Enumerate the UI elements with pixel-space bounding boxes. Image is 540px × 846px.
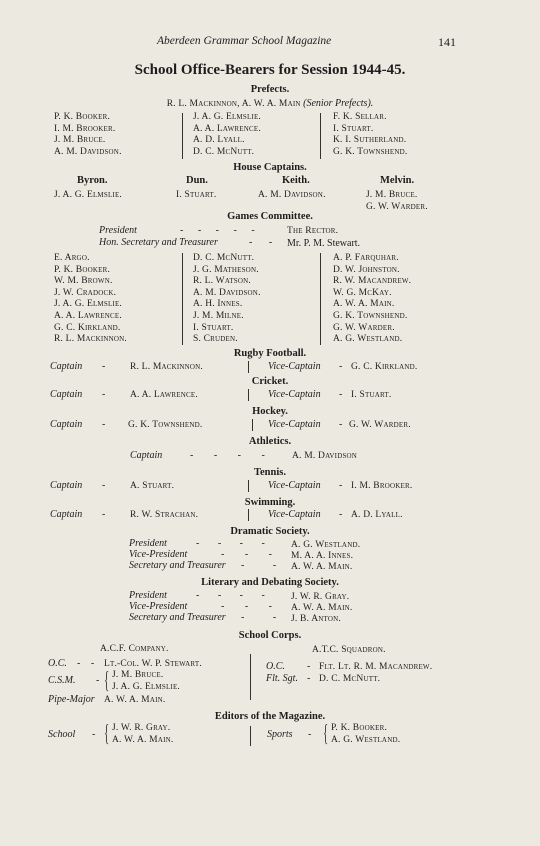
vice-captain-label: Vice-Captain: [268, 361, 321, 372]
dash-leader: - - - -: [190, 450, 274, 461]
acf-pipe-major-value: A. W. A. Main.: [104, 695, 166, 705]
column-divider: [320, 113, 321, 159]
atc-oc-label: O.C.: [266, 661, 285, 672]
rugby-captain: R. L. Mackinnon.: [130, 362, 203, 372]
captain-label: Captain: [50, 389, 83, 400]
dun-captain: I. Stuart.: [176, 190, 217, 200]
list-item: F. K. Sellar.: [333, 112, 387, 122]
page-title: School Office-Bearers for Session 1944-45.: [134, 62, 406, 78]
list-item: A. A. Lawrence.: [193, 123, 261, 134]
list-item: S. Cruden.: [193, 334, 238, 345]
list-item: D. C. McNutt.: [193, 146, 255, 157]
captain-label: Captain: [50, 480, 83, 491]
dramatic-heading: Dramatic Society.: [230, 526, 310, 537]
list-item: P. K. Booker.: [54, 264, 111, 275]
senior-prefects-label: (Senior Prefects).: [303, 98, 374, 109]
prefects-column-1: [54, 112, 122, 158]
corps-heading: School Corps.: [238, 630, 302, 641]
column-divider: [248, 480, 249, 492]
column-divider: [248, 509, 249, 521]
vice-captain-label: Vice-Captain: [268, 389, 321, 400]
dash: -: [102, 419, 106, 430]
dramatic-president-value: A. G. Westland.: [291, 540, 361, 550]
games-president-label: President: [99, 225, 137, 236]
athletics-captain: A. M. Davidson: [292, 451, 358, 461]
games-column-1: [54, 253, 127, 346]
vice-captain-label: Vice-Captain: [268, 419, 321, 430]
rugby-heading: Rugby Football.: [233, 348, 307, 359]
dash-leader: - -: [249, 237, 280, 248]
column-divider: [250, 654, 251, 700]
atc-heading: A.T.C. Squadron.: [312, 645, 386, 655]
acf-csm-label: C.S.M.: [48, 675, 76, 686]
list-item: G. K. Townshend.: [333, 146, 408, 157]
dash: -: [96, 675, 100, 686]
list-item: J. A. G. Elmslie.: [193, 112, 261, 122]
keith-captain: A. M. Davidson.: [258, 190, 326, 200]
atc-sgt-label: Flt. Sgt.: [266, 673, 298, 684]
list-item: P. K. Booker.: [54, 112, 111, 122]
list-item: I. M. Brooker.: [54, 123, 116, 134]
list-item: A. H. Innes.: [193, 299, 243, 310]
dash: -: [102, 480, 106, 491]
dash: -: [339, 509, 343, 520]
editors-sports-value-1: P. K. Booker.: [331, 723, 388, 733]
dash-leader: - -: [77, 658, 99, 669]
literary-president-label: President: [129, 590, 167, 601]
column-divider: [248, 361, 249, 373]
athletics-heading: Athletics.: [248, 436, 292, 447]
list-item: W. M. Brown.: [54, 276, 113, 287]
column-divider: [250, 726, 251, 746]
list-item: A. W. A. Main.: [333, 299, 395, 310]
literary-secretary-label: Secretary and Treasurer: [129, 612, 226, 623]
dash: -: [102, 389, 106, 400]
house-dun: Dun.: [186, 175, 208, 186]
prefects-heading: Prefects.: [250, 84, 290, 95]
list-item: I. Stuart.: [333, 123, 374, 134]
acf-oc-label: O.C.: [48, 658, 67, 669]
acf-pipe-major-label: Pipe-Major: [48, 694, 95, 705]
acf-oc-value: Lt.-Col. W. P. Stewart.: [104, 659, 202, 669]
literary-vice-president-value: A. W. A. Main.: [291, 603, 353, 613]
list-item: A. A. Lawrence.: [54, 310, 122, 321]
captain-label: Captain: [50, 361, 83, 372]
dash: -: [102, 509, 106, 520]
editors-sports-label: Sports: [267, 729, 293, 740]
rugby-vice-captain: G. C. Kirkland.: [351, 362, 418, 372]
captain-label: Captain: [50, 509, 83, 520]
editors-school-value-1: J. W. R. Gray.: [112, 723, 171, 733]
dramatic-secretary-value: A. W. A. Main.: [291, 562, 353, 572]
prefects-column-3: [333, 112, 407, 158]
acf-csm-value-2: J. A. G. Elmslie.: [112, 682, 180, 692]
list-item: D. C. McNutt.: [193, 253, 255, 263]
column-divider: [320, 253, 321, 345]
page-number: 141: [438, 35, 456, 49]
dash-leader: - -: [241, 612, 290, 623]
list-item: G. W. Warder.: [333, 322, 395, 333]
list-item: R. W. Macandrew.: [333, 276, 412, 287]
tennis-captain: A. Stuart.: [130, 481, 175, 491]
swimming-vice-captain: A. D. Lyall.: [351, 510, 403, 520]
editors-school-value-2: A. W. A. Main.: [112, 735, 174, 745]
editors-sports-value-2: A. G. Westland.: [331, 735, 401, 745]
dash: -: [307, 673, 311, 684]
list-item: J. G. Matheson.: [193, 264, 259, 275]
hockey-vice-captain: G. W. Warder.: [349, 420, 411, 430]
senior-prefects-names: R. L. Mackinnon, A. W. A. Main: [166, 99, 301, 109]
swimming-captain: R. W. Strachan.: [130, 510, 199, 520]
brace-glyph: {: [104, 668, 110, 694]
list-item: W. G. McKay.: [333, 287, 392, 298]
column-divider: [182, 113, 183, 159]
dramatic-secretary-label: Secretary and Treasurer: [129, 560, 226, 571]
captain-label: Captain: [50, 419, 83, 430]
games-column-2: [193, 253, 261, 346]
melvin-captain-1: J. M. Bruce.: [366, 190, 418, 200]
list-item: K. I. Sutherland.: [333, 135, 407, 146]
byron-captain: J. A. G. Elmslie.: [54, 190, 122, 200]
games-column-3: [333, 253, 411, 346]
list-item: A. P. Farquhar.: [333, 253, 399, 263]
house-melvin: Melvin.: [380, 175, 415, 186]
list-item: A. D. Lyall.: [193, 135, 245, 146]
captain-label: Captain: [130, 450, 163, 461]
house-captains-heading: House Captains.: [233, 162, 307, 173]
prefects-column-2: [193, 112, 261, 158]
dash-leader: - - - - -: [180, 225, 261, 236]
atc-sgt-value: D. C. McNutt.: [319, 674, 381, 684]
dash: -: [308, 729, 312, 740]
house-byron: Byron.: [77, 175, 108, 186]
games-secretary-label: Hon. Secretary and Treasurer: [99, 237, 218, 248]
dash: -: [339, 361, 343, 372]
dash-leader: - - -: [221, 549, 281, 560]
dramatic-vice-president-label: Vice-President: [129, 549, 188, 560]
brace-glyph: {: [323, 721, 329, 747]
literary-secretary-value: J. B. Anton.: [291, 614, 341, 624]
dash-leader: - - - -: [196, 590, 273, 601]
column-divider: [182, 253, 183, 345]
vice-captain-label: Vice-Captain: [268, 480, 321, 491]
editors-heading: Editors of the Magazine.: [214, 711, 326, 722]
list-item: R. L. Mackinnon.: [54, 334, 127, 345]
list-item: J. M. Bruce.: [54, 135, 106, 146]
house-keith: Keith.: [282, 175, 310, 186]
running-title: Aberdeen Grammar School Magazine: [157, 35, 332, 47]
brace-glyph: {: [104, 721, 110, 747]
list-item: G. K. Townshend.: [333, 310, 408, 321]
dash: -: [339, 419, 343, 430]
list-item: J. A. G. Elmslie.: [54, 299, 122, 310]
list-item: J. M. Milne.: [193, 310, 244, 321]
swimming-heading: Swimming.: [244, 497, 296, 508]
column-divider: [248, 389, 249, 401]
list-item: G. C. Kirkland.: [54, 322, 121, 333]
list-item: A. G. Westland.: [333, 334, 403, 345]
hockey-heading: Hockey.: [252, 406, 288, 417]
tennis-heading: Tennis.: [253, 467, 286, 478]
literary-president-value: J. W. R. Gray.: [291, 592, 350, 602]
games-president-value: The Rector.: [287, 226, 339, 236]
literary-vice-president-label: Vice-President: [129, 601, 188, 612]
dash-leader: - - -: [221, 601, 281, 612]
dash: -: [92, 729, 96, 740]
cricket-vice-captain: I. Stuart.: [351, 390, 392, 400]
senior-prefects-line: [0, 98, 540, 109]
dramatic-president-label: President: [129, 538, 167, 549]
literary-heading: Literary and Debating Society.: [201, 577, 339, 588]
dash: -: [102, 361, 106, 372]
games-secretary-value: Mr. P. M. Stewart.: [287, 238, 361, 249]
melvin-captain-2: G. W. Warder.: [366, 202, 428, 212]
list-item: A. M. Davidson.: [193, 287, 261, 298]
list-item: R. L. Watson.: [193, 276, 251, 287]
acf-csm-value-1: J. M. Bruce.: [112, 670, 164, 680]
dash: -: [307, 661, 311, 672]
list-item: J. W. Cradock.: [54, 287, 117, 298]
list-item: E. Argo.: [54, 253, 90, 263]
vice-captain-label: Vice-Captain: [268, 509, 321, 520]
editors-school-label: School: [48, 729, 76, 740]
dash: -: [339, 389, 343, 400]
games-committee-heading: Games Committee.: [227, 211, 313, 222]
dash-leader: - - - -: [196, 538, 273, 549]
cricket-captain: A. A. Lawrence.: [130, 390, 198, 400]
list-item: D. W. Johnston.: [333, 264, 400, 275]
dramatic-vice-president-value: M. A. A. Innes.: [291, 551, 354, 561]
list-item: I. Stuart.: [193, 322, 234, 333]
dash: -: [339, 480, 343, 491]
hockey-captain: G. K. Townshend.: [128, 420, 203, 430]
dash-leader: - -: [241, 560, 290, 571]
tennis-vice-captain: I. M. Brooker.: [351, 481, 413, 491]
column-divider: [252, 419, 253, 431]
cricket-heading: Cricket.: [251, 376, 289, 387]
acf-heading: A.C.F. Company.: [100, 644, 169, 654]
atc-oc-value: Flt. Lt. R. M. Macandrew.: [319, 662, 433, 672]
list-item: A. M. Davidson.: [54, 146, 122, 157]
